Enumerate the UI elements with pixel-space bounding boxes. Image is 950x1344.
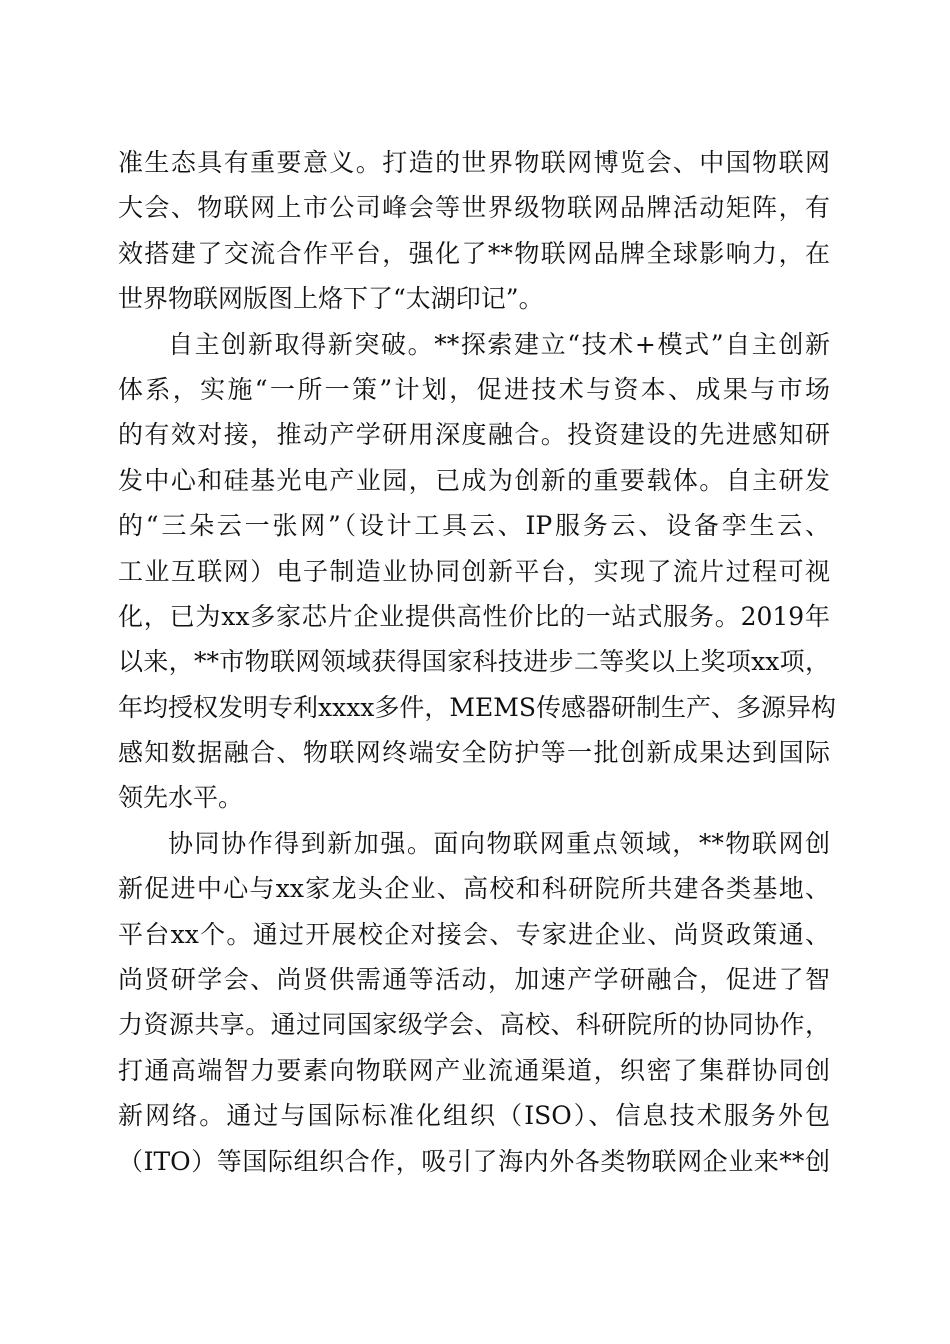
text-line: （ITO）等国际组织合作，吸引了海内外各类物联网企业来**创	[118, 1146, 830, 1176]
text-line: 力资源共享。通过同国家级学会、高校、科研院所的协同协作，	[118, 1010, 830, 1040]
text-line: 新促进中心与xx家龙头企业、高校和科研院所共建各类基地、	[118, 874, 830, 904]
text-line: 的有效对接，推动产学研用深度融合。投资建设的先进感知研	[118, 420, 830, 450]
text-line: 发中心和硅基光电产业园，已成为创新的重要载体。自主研发	[118, 465, 830, 495]
text-line: 世界物联网版图上烙下了“太湖印记”。	[118, 284, 544, 314]
text-line: 化，已为xx多家芯片企业提供高性价比的一站式服务。2019年	[118, 601, 830, 631]
text-line: 准生态具有重要意义。打造的世界物联网博览会、中国物联网	[118, 148, 830, 177]
text-line: 工业互联网）电子制造业协同创新平台，实现了流片过程可视	[118, 556, 830, 586]
text-line: 的“三朵云一张网”（设计工具云、IP服务云、设备孪生云、	[118, 511, 830, 541]
text-line: 大会、物联网上市公司峰会等世界级物联网品牌活动矩阵，有	[118, 193, 830, 223]
text-line: 效搭建了交流合作平台，强化了**物联网品牌全球影响力，在	[118, 238, 830, 268]
text-line: 新网络。通过与国际标准化组织（ISO）、信息技术服务外包	[118, 1101, 830, 1131]
text-line: 感知数据融合、物联网终端安全防护等一批创新成果达到国际	[118, 738, 830, 768]
body-text	[118, 140, 836, 1184]
text-line: 平台xx个。通过开展校企对接会、专家进企业、尚贤政策通、	[118, 919, 830, 949]
text-line: 以来，**市物联网领域获得国家科技进步二等奖以上奖项xx项，	[118, 647, 830, 677]
text-line: 打通高端智力要素向物联网产业流通渠道，织密了集群协同创	[118, 1055, 830, 1085]
text-line: 体系，实施“一所一策”计划，促进技术与资本、成果与市场	[118, 374, 830, 404]
paragraph-3	[118, 821, 830, 1184]
paragraph-lead-line: 自主创新取得新突破。**探索建立“技术+模式”自主创新	[168, 329, 830, 359]
text-line: 年均授权发明专利xxxx多件，MEMS传感器研制生产、多源异构	[118, 692, 836, 722]
paragraph-2	[118, 322, 836, 821]
text-line: 尚贤研学会、尚贤供需通等活动，加速产学研融合，促进了智	[118, 965, 830, 995]
paragraph-lead-line: 协同协作得到新加强。面向物联网重点领域，**物联网创	[168, 828, 830, 858]
paragraph-1	[118, 140, 830, 322]
text-line: 领先水平。	[118, 783, 244, 813]
